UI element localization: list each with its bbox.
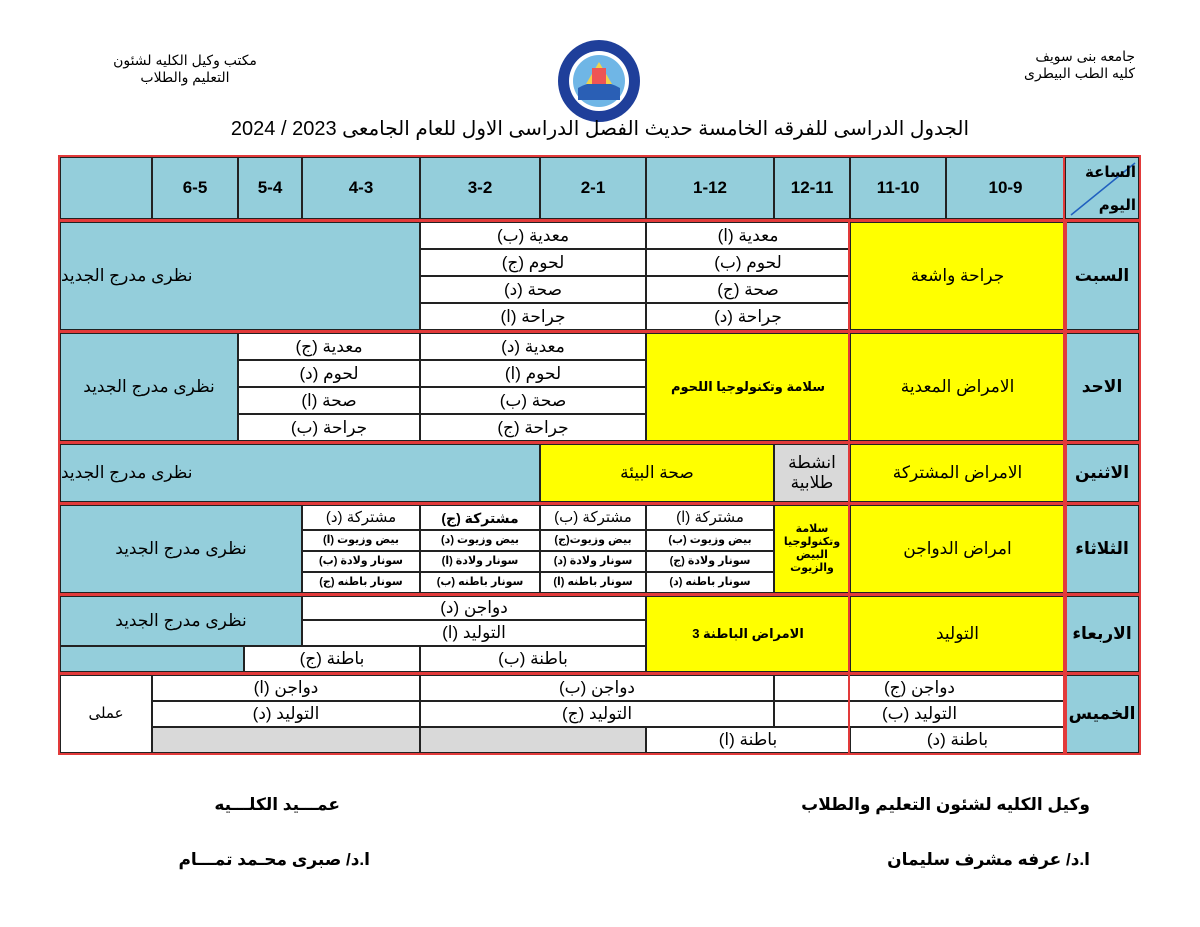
wednesday-group-cell: التوليد (ا): [302, 620, 646, 646]
monday-env-lecture: صحة البيئة: [540, 444, 774, 502]
tuesday-group-cell: سونار باطنه (ج): [302, 572, 420, 593]
monday-activities: انشطة طلابية: [774, 444, 850, 502]
sunday-group-cell: صحة (ا): [238, 387, 420, 414]
time-header: 6-5: [152, 157, 238, 219]
corner-day-label: اليوم: [1098, 197, 1136, 214]
sunday-group-cell: لحوم (د): [238, 360, 420, 387]
sunday-meat-lecture: سلامة وتكنولوجيا اللحوم: [646, 333, 850, 441]
page-title: الجدول الدراسى للفرقه الخامسة حديث الفصل الدراسى الاول للعام الجامعى 2023 / 2024: [230, 118, 970, 140]
tuesday-main-lecture: امراض الدواجن: [850, 505, 1065, 593]
saturday-group-cell: جراحة (د): [646, 303, 850, 330]
tuesday-group-cell: مشتركة (ج): [420, 505, 540, 530]
day-monday: الاثنين: [1065, 444, 1139, 502]
saturday-group-cell: لحوم (ب): [646, 249, 850, 276]
thursday-group-cell: دواجن (ا): [152, 675, 420, 701]
tuesday-group-cell: بيض وزيوت (د): [420, 530, 540, 551]
sunday-group-cell: معدية (ج): [238, 333, 420, 360]
saturday-group-cell: جراحة (ا): [420, 303, 646, 330]
tuesday-group-cell: سونار باطنه (ا): [540, 572, 646, 593]
day-saturday: السبت: [1065, 222, 1139, 330]
thursday-group-cell: التوليد (د): [152, 701, 420, 727]
tuesday-eggs-lecture: سلامة وتكنولوجيا البيض والزيوت: [774, 505, 850, 593]
wednesday-group-cell: باطنة (ب): [420, 646, 646, 672]
wednesday-group-cell: باطنة (ج): [244, 646, 420, 672]
day-thursday: الخميس: [1065, 675, 1139, 753]
vice-dean-title: وكيل الكليه لشئون التعليم والطلاب: [801, 795, 1090, 814]
sunday-theory: نظرى مدرج الجديد: [60, 333, 238, 441]
sunday-group-cell: صحة (ب): [420, 387, 646, 414]
tuesday-group-cell: مشتركة (ب): [540, 505, 646, 530]
saturday-group-cell: معدية (ا): [646, 222, 850, 249]
tuesday-group-cell: سونار ولادة (د): [540, 551, 646, 572]
dean-title: عمـــيد الكلـــيه: [214, 795, 340, 814]
sunday-group-cell: جراحة (ب): [238, 414, 420, 441]
monday-main-lecture: الامراض المشتركة: [850, 444, 1065, 502]
time-header: 3-2: [420, 157, 540, 219]
corner-hour-label: الساعة: [1084, 164, 1136, 181]
tuesday-group-cell: سونار ولادة (ب): [302, 551, 420, 572]
tuesday-group-cell: بيض وزيوت (ب): [646, 530, 774, 551]
sunday-group-cell: معدية (د): [420, 333, 646, 360]
wednesday-internal-lecture: الامراض الباطنة 3: [646, 596, 850, 672]
tuesday-group-cell: مشتركة (د): [302, 505, 420, 530]
wednesday-theory: نظرى مدرج الجديد: [60, 596, 302, 646]
wednesday-main-lecture: التوليد: [850, 596, 1065, 672]
saturday-group-cell: معدية (ب): [420, 222, 646, 249]
saturday-main-lecture: جراحة واشعة: [850, 222, 1065, 330]
thursday-group-cell: باطنة (ا): [646, 727, 850, 753]
sunday-group-cell: لحوم (ا): [420, 360, 646, 387]
time-header: 1-12: [646, 157, 774, 219]
monday-theory: نظرى مدرج الجديد: [60, 444, 540, 502]
sunday-main-lecture: الامراض المعدية: [850, 333, 1065, 441]
saturday-group-cell: صحة (ج): [646, 276, 850, 303]
faculty-line: كليه الطب البيطرى: [1024, 65, 1135, 81]
sunday-group-cell: جراحة (ج): [420, 414, 646, 441]
day-wednesday: الاربعاء: [1065, 596, 1139, 672]
time-header-empty: [60, 157, 152, 219]
time-header: 11-10: [850, 157, 946, 219]
tuesday-group-cell: سونار باطنه (ب): [420, 572, 540, 593]
thursday-group-cell: التوليد (ب): [774, 701, 1065, 727]
wednesday-group-cell: دواجن (د): [302, 596, 646, 620]
university-line1: جامعه بنى سويف: [1035, 48, 1135, 64]
thursday-group-cell: دواجن (ج): [774, 675, 1065, 701]
saturday-group-cell: لحوم (ج): [420, 249, 646, 276]
office-line2: التعليم والطلاب: [140, 69, 230, 85]
office-line1: مكتب وكيل الكليه لشئون: [113, 52, 257, 68]
tuesday-group-cell: سونار باطنه (د): [646, 572, 774, 593]
time-header: 10-9: [946, 157, 1065, 219]
vice-dean-name: ا.د/ عرفه مشرف سليمان: [887, 850, 1090, 869]
dean-name: ا.د/ صبرى محـمد تمـــام: [178, 850, 370, 869]
tuesday-group-cell: بيض وزيوت (ا): [302, 530, 420, 551]
day-tuesday: الثلاثاء: [1065, 505, 1139, 593]
day-sunday: الاحد: [1065, 333, 1139, 441]
time-header: 5-4: [238, 157, 302, 219]
time-header: 12-11: [774, 157, 850, 219]
time-header: 2-1: [540, 157, 646, 219]
thursday-group-cell: التوليد (ج): [420, 701, 774, 727]
thursday-practical: عملى: [60, 675, 152, 753]
time-header: 4-3: [302, 157, 420, 219]
saturday-group-cell: صحة (د): [420, 276, 646, 303]
wednesday-empty: [60, 646, 244, 672]
thursday-group-cell: باطنة (د): [850, 727, 1065, 753]
thursday-empty-cell: [152, 727, 420, 753]
saturday-theory: نظرى مدرج الجديد: [60, 222, 420, 330]
tuesday-group-cell: سونار ولادة (ا): [420, 551, 540, 572]
tuesday-theory: نظرى مدرج الجديد: [60, 505, 302, 593]
tuesday-group-cell: بيض وزيوت(ج): [540, 530, 646, 551]
tuesday-group-cell: مشتركة (ا): [646, 505, 774, 530]
thursday-group-cell: دواجن (ب): [420, 675, 774, 701]
tuesday-group-cell: سونار ولادة (ج): [646, 551, 774, 572]
thursday-empty-cell: [420, 727, 646, 753]
